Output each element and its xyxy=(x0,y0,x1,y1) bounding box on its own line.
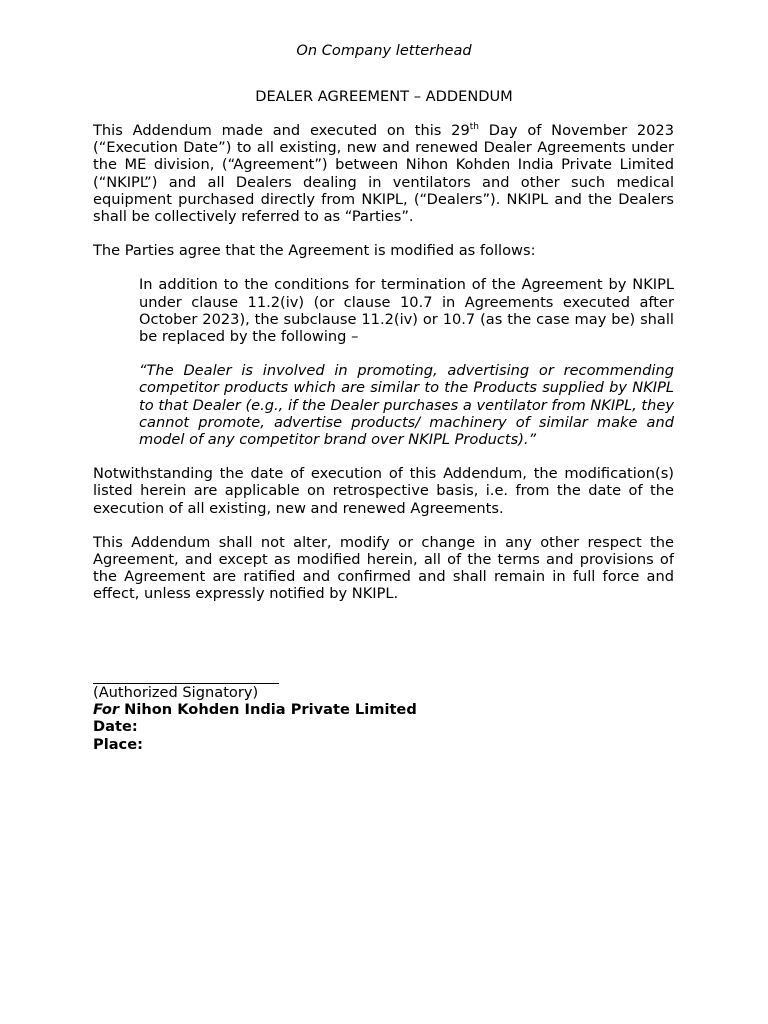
authorized-signatory-label: (Authorized Signatory) xyxy=(93,684,259,701)
signature-line xyxy=(93,666,279,684)
intro-text-part2: Day of November 2023 (“Execution Date”) to all existing, new and renewed Dealer Agreements under the ME division, (“Agreement”) between Nihon Kohden India Private Limited (“NKIPL”) and all Dealers dealing in ventilators and other such medical equipment purchased directly from NKIPL, (“Dealers”). NKIPL and the Dealers shall be collectively referred to as “Parties”. xyxy=(93,122,674,226)
document-body xyxy=(93,122,674,620)
page-title: DEALER AGREEMENT – ADDENDUM xyxy=(255,88,513,105)
termination-clause-paragraph: In addition to the conditions for termination of the Agreement by NKIPL under clause 11.2(iv) (or clause 10.7 in Agreements executed after October 2023), the subclause 11.2(iv) or 10.7 (as the case may be) shall be replaced by the following – xyxy=(139,276,674,346)
signature-block xyxy=(93,666,493,753)
letterhead-note: On Company letterhead xyxy=(296,42,472,59)
retrospective-paragraph: Notwithstanding the date of execution of this Addendum, the modification(s) listed herein are applicable on retrospective basis, i.e. from the date of the execution of all existing, new and renewed Agreements. xyxy=(93,465,674,517)
company-name: Nihon Kohden India Private Limited xyxy=(119,701,417,719)
place-label: Place: xyxy=(93,735,143,753)
date-ordinal-suffix: th xyxy=(469,122,479,132)
intro-text-part1: This Addendum made and executed on this 29 xyxy=(93,122,470,139)
date-label: Date: xyxy=(93,718,138,736)
replacement-clause-quote: “The Dealer is involved in promoting, advertising or recommending competitor products which are similar to the Products supplied by NKIPL to that Dealer (e.g., if the Dealer purchases a ventilator from NKIPL, they cannot promote, advertise products/ machinery of similar make and model of any competitor brand over NKIPL Products).” xyxy=(139,362,674,449)
intro-paragraph xyxy=(93,122,674,225)
company-line xyxy=(93,701,493,718)
modification-intro-paragraph: The Parties agree that the Agreement is modified as follows: xyxy=(93,242,536,260)
for-label: For xyxy=(93,701,120,719)
no-alteration-paragraph: This Addendum shall not alter, modify or change in any other respect the Agreement, and except as modified herein, all of the terms and provisions of the Agreement are ratified and confirmed and shall remain in full force and effect, unless expressly notified by NKIPL. xyxy=(93,533,674,603)
